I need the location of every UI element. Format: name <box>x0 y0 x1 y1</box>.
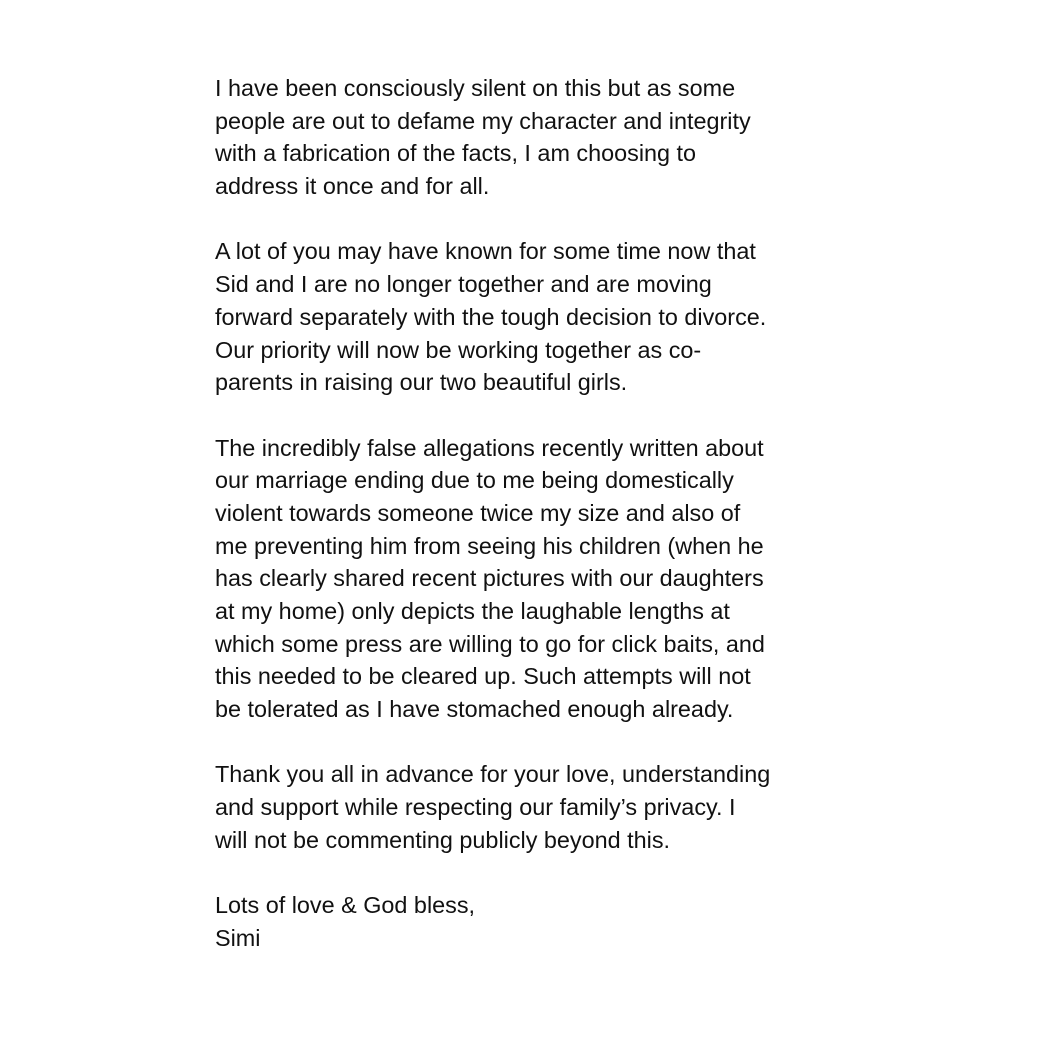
signature-name: Simi <box>215 924 261 951</box>
text-line: A lot of you may have known for some time now that <box>215 238 756 265</box>
text-line: people are out to defame my character and integrity <box>215 107 751 134</box>
text-line: I have been consciously silent on this but as some <box>215 75 736 101</box>
text-line: with a fabrication of the facts, I am choosing to <box>215 140 697 167</box>
paragraph-separation <box>215 235 835 398</box>
text-line: will not be commenting publicly beyond this. <box>215 826 671 853</box>
text-line: Thank you all in advance for your love, understanding <box>215 761 771 788</box>
text-line: be tolerated as I have stomached enough already. <box>215 696 734 723</box>
text-line: has clearly shared recent pictures with our daughters <box>215 565 764 592</box>
closing-line: Lots of love & God bless, <box>215 892 476 919</box>
text-line: at my home) only depicts the laughable lengths at <box>215 598 730 624</box>
text-line: and support while respecting our family’s privacy. I <box>215 794 736 821</box>
paragraph-intro <box>215 72 835 203</box>
text-line: this needed to be cleared up. Such attempts will not <box>215 663 751 690</box>
text-line: our marriage ending due to me being domestically <box>215 467 734 494</box>
statement-body <box>215 72 835 955</box>
signoff <box>215 889 835 954</box>
text-line: parents in raising our two beautiful girls. <box>215 369 628 396</box>
text-line: Our priority will now be working together as co- <box>215 336 702 363</box>
text-line: The incredibly false allegations recently written about <box>215 434 764 461</box>
paragraph-thanks <box>215 758 835 856</box>
paragraph-allegations <box>215 432 835 726</box>
text-line: which some press are willing to go for click baits, and <box>215 630 765 657</box>
text-line: me preventing him from seeing his children (when he <box>215 532 764 559</box>
text-line: violent towards someone twice my size and also of <box>215 499 741 526</box>
text-line: forward separately with the tough decision to divorce. <box>215 303 767 330</box>
text-line: address it once and for all. <box>215 173 490 200</box>
text-line: Sid and I are no longer together and are moving <box>215 271 712 298</box>
